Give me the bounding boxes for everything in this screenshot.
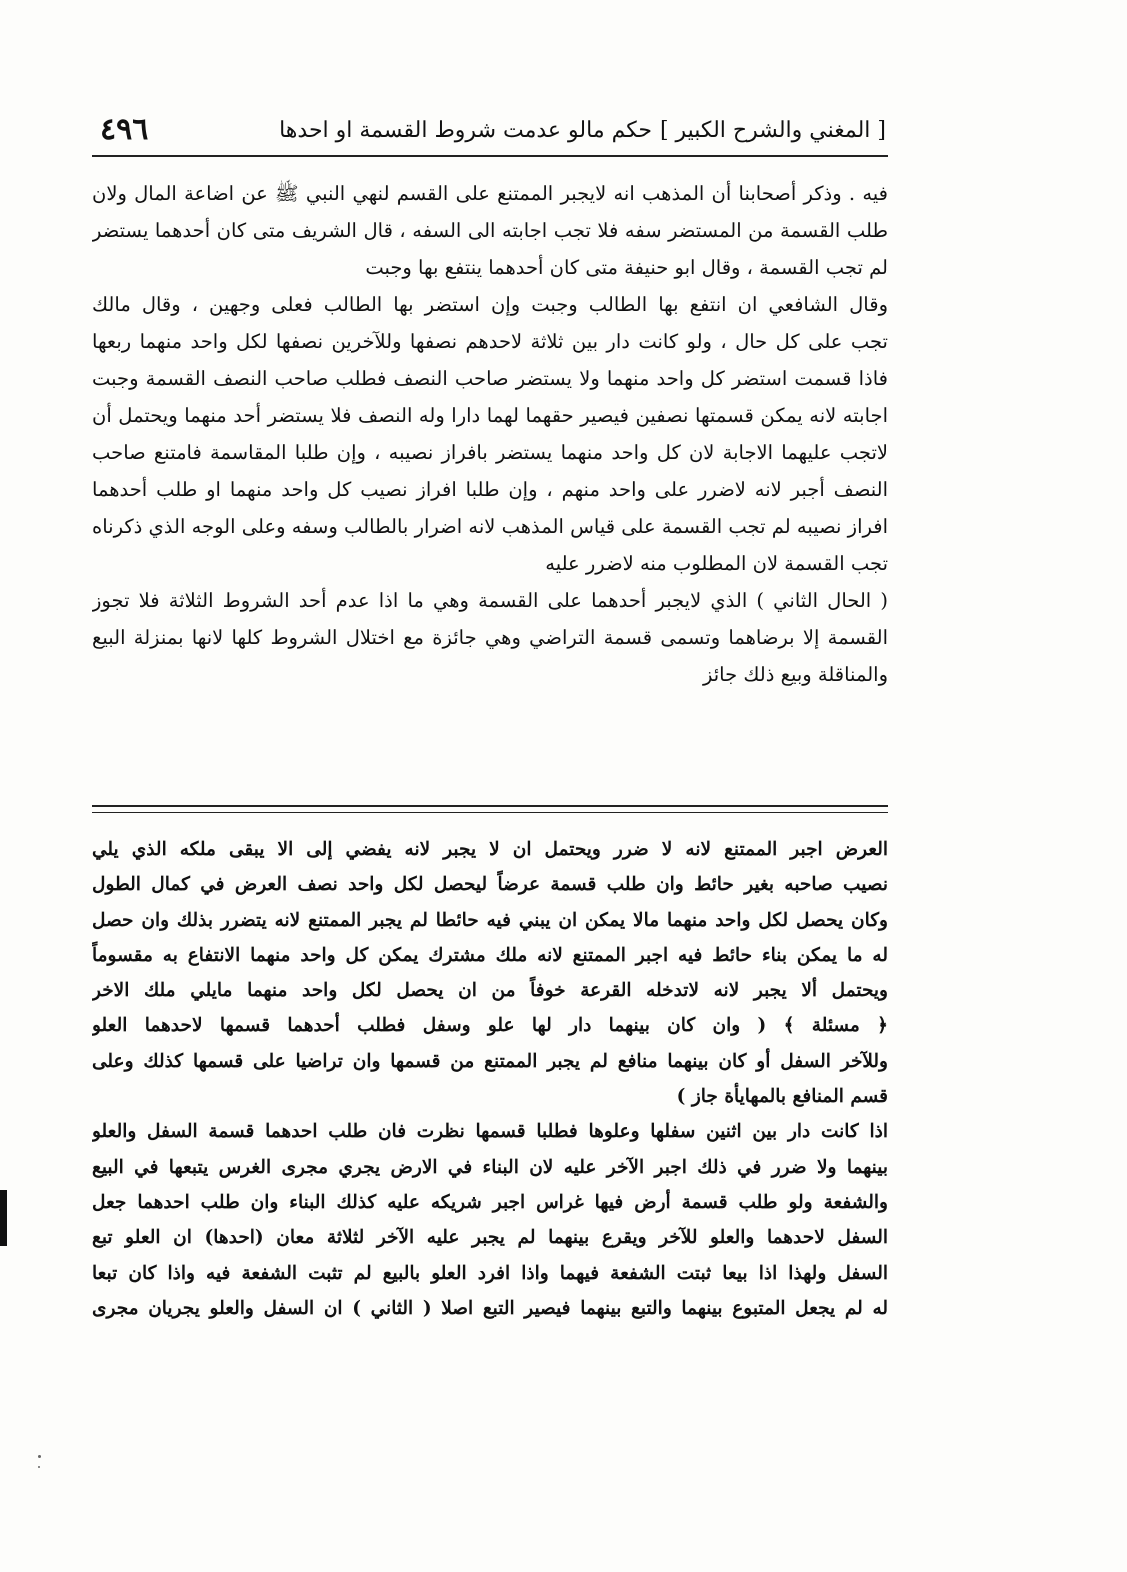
page-header — [92, 112, 892, 152]
section-divider-bottom — [92, 812, 888, 813]
text-line: النصف أجبر لانه لاضرر على واحد منهم ، وإن طلبا افراز نصيب كل واحد منهما او طلب أحدهما — [92, 478, 888, 501]
main-text-block — [92, 175, 888, 693]
section-divider-top — [92, 805, 888, 807]
text-line: والمناقلة وبيع ذلك جائز — [702, 663, 888, 686]
scan-speck — [38, 1466, 40, 1468]
text-line: السفل ولهذا اذا بيعا ثبتت الشفعة فيهما واذا افرد العلو بالبيع لم تثبت الشفعة فيه واذا كان تبعا — [92, 1262, 888, 1284]
running-topic-title: حكم مالو عدمت شروط القسمة او احدها — [279, 118, 652, 143]
text-line: وقال الشافعي ان انتفع بها الطالب وجبت وإن استضر بها الطالب فعلى وجهين ، وقال مالك — [92, 293, 888, 316]
text-line: لاتجب عليهما الاجابة لان كل واحد منهما يستضر بافراز نصيبه ، وإن طلبا المقاسمة فامتنع صاحب — [92, 441, 888, 464]
text-line: تجب القسمة لان المطلوب منه لاضرر عليه — [545, 552, 888, 575]
text-line: تجب على كل حال ، ولو كانت دار بين ثلاثة لاحدهم نصفها وللآخرين نصفها لكل واحد منهما ربعها — [92, 330, 888, 353]
text-line: والشفعة ولو طلب قسمة أرض فيها غراس اجبر شريكه عليه كذلك البناء وان طلب احدهما جعل — [92, 1191, 888, 1213]
page-number: ٤٩٦ — [100, 112, 149, 147]
text-line: افراز نصيبه لم تجب القسمة على قياس المذهب لانه اضرار بالطالب وسفه وعلى الوجه الذي ذكرناه — [92, 515, 888, 538]
text-line: له ما يمكن بناء حائط فيه اجبر الممتنع لانه ملك مشترك يمكن كل واحد منهما الانتفاع به مقسوماً — [92, 944, 888, 966]
running-book-title: [ المغني والشرح الكبير ] — [659, 118, 886, 143]
text-line: وكان يحصل لكل واحد منهما مالا يمكن ان يبني فيه حائطا لم يجبر الممتنع لانه يتضرر بذلك وان حصل — [92, 909, 888, 931]
text-line: نصيب صاحبه بغير حائط وان طلب قسمة عرضاً ليحصل لكل واحد نصف العرض في كمال الطول — [92, 874, 888, 896]
text-line: ( الحال الثاني ) الذي لايجبر أحدهما على القسمة وهي ما اذا عدم أحد الشروط الثلاثة فلا تجوز — [92, 589, 888, 612]
text-line: ﴿ مسئلة ﴾ ( وان كان بينهما دار لها علو وسفل فطلب أحدهما قسمها لاحدهما العلو — [92, 1015, 888, 1037]
text-line: وللآخر السفل أو كان بينهما منافع لم يجبر الممتنع من قسمها وان تراضيا على قسمها كذلك وعلى — [92, 1050, 888, 1072]
text-line: لم تجب القسمة ، وقال ابو حنيفة متى كان أحدهما ينتفع بها وجبت — [365, 256, 888, 279]
text-line: له لم يجعل المتبوع بينهما والتبع بينهما فيصير التبع اصلا ( الثاني ) ان السفل والعلو يجريان مجرى — [92, 1297, 888, 1319]
commentary-text-block — [92, 832, 888, 1326]
text-line: اذا كانت دار بين اثنين سفلها وعلوها فطلبا قسمها نظرت فان طلب احدهما قسمة السفل والعلو — [92, 1121, 888, 1143]
header-rule — [92, 155, 888, 157]
text-line: بينهما ولا ضرر في ذلك اجبر الآخر عليه لان البناء في الارض يجري مجرى الغرس يتبعها في البيع — [92, 1156, 888, 1178]
text-line: اجابته لانه يمكن قسمتها نصفين فيصير حقهما لهما دارا وله النصف فلا يستضر أحد منهما ويحتمل أن — [92, 404, 888, 427]
text-line: فيه . وذكر أصحابنا أن المذهب انه لايجبر الممتنع على القسم لنهي النبي ﷺ عن اضاعة المال ولان — [92, 182, 888, 205]
scan-speck — [38, 1455, 41, 1458]
scan-margin-mark — [0, 1190, 7, 1246]
text-line: ويحتمل ألا يجبر لانه لاتدخله القرعة خوفاً من ان يحصل لكل واحد منهما مايلي ملك الاخر — [92, 980, 888, 1002]
text-line: العرض اجبر الممتنع لانه لا ضرر ويحتمل ان لا يجبر لانه يفضي إلى الا يبقى ملكه الذي يلي — [92, 839, 888, 860]
text-line: فاذا قسمت استضر كل واحد منهما ولا يستضر صاحب النصف فطلب صاحب النصف القسمة وجبت — [92, 367, 888, 390]
text-line: السفل لاحدهما والعلو للآخر ويقرع بينهما لم يجبر عليه الآخر لثلاثة معان (احدها) ان العلو تبع — [92, 1227, 888, 1249]
text-line: القسمة إلا برضاهما وتسمى قسمة التراضي وهي جائزة مع اختلال الشروط كلها لانها بمنزلة البيع — [92, 626, 888, 649]
text-line: قسم المنافع بالمهايأة جاز ) — [676, 1086, 888, 1108]
text-line: طلب القسمة من المستضر سفه فلا تجب اجابته الى السفه ، قال الشريف متى كان أحدهما يستضر — [92, 219, 888, 242]
